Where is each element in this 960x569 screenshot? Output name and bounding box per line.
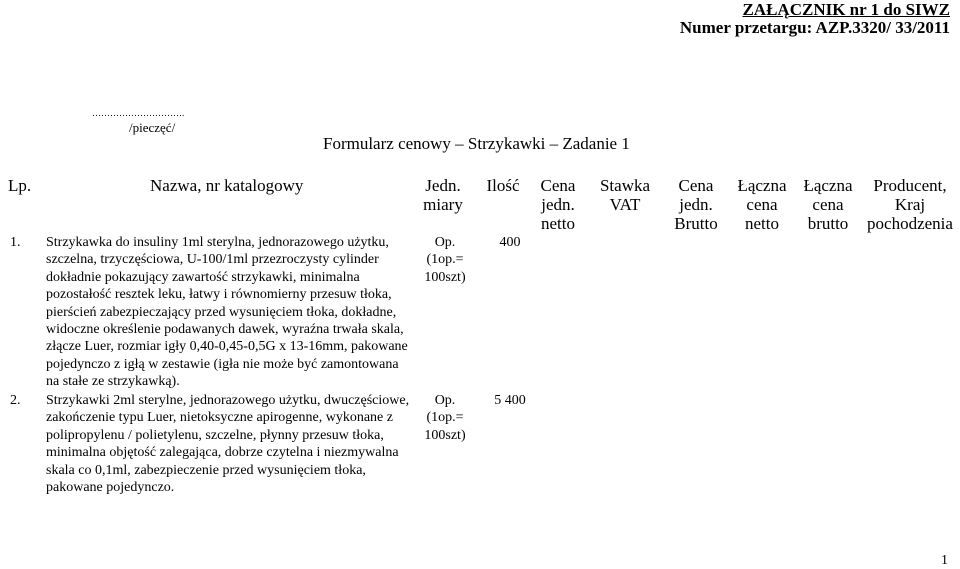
column-header-gross-price-line3: Brutto bbox=[674, 214, 718, 233]
row-1-unit-line: Op. bbox=[434, 235, 456, 250]
column-header-unit-price bbox=[534, 176, 582, 233]
column-header-total-gross-line2: cena bbox=[812, 195, 844, 214]
row-2-name-line: pakowane pojedynczo. bbox=[46, 480, 175, 496]
row-2-name-line: zakończenie typu Luer, nietoksyczne apirogenne, wykonane z bbox=[46, 410, 393, 426]
tender-number: Numer przetargu: AZP.3320/ 33/2011 bbox=[679, 18, 950, 37]
row-2-lp: 2. bbox=[10, 393, 21, 408]
column-header-total-net-line3: netto bbox=[745, 214, 779, 233]
row-2-name-line: minimalna objętość zalegająca, dobrze czytelna i niezmywalna bbox=[46, 445, 399, 461]
row-1-name-line: Strzykawka do insuliny 1ml sterylna, jednorazowego użytku, bbox=[46, 235, 389, 250]
row-1-name-line: pojedynczo z igłą w zestawie (igła nie może być zamontowana bbox=[46, 356, 399, 372]
row-2-name-line: skala co 0,1ml, zabezpieczenie przed wysunięciem tłoka, bbox=[46, 462, 366, 478]
stamp-label: /pieczęć/ bbox=[129, 120, 176, 135]
column-header-total-gross bbox=[797, 176, 859, 233]
column-header-producer-line3: pochodzenia bbox=[867, 214, 953, 233]
column-header-unit bbox=[415, 176, 471, 214]
page-number: 1 bbox=[941, 553, 948, 568]
column-header-total-net-line1: Łączna bbox=[737, 176, 787, 195]
column-header-unit-line2: miary bbox=[423, 195, 463, 214]
attachment-title: ZAŁĄCZNIK nr 1 do SIWZ bbox=[742, 0, 950, 19]
row-2-name bbox=[46, 392, 414, 496]
column-header-vat-line1: Stawka bbox=[599, 176, 651, 195]
column-header-unit-line1: Jedn. bbox=[425, 176, 461, 195]
row-2-name-line: polipropylenu / polietylenu, szczelne, płynny przesuw tłoka, bbox=[46, 427, 384, 443]
row-1-name bbox=[46, 234, 414, 391]
column-header-name: Nazwa, nr katalogowy bbox=[150, 176, 304, 195]
column-header-total-gross-line1: Łączna bbox=[803, 176, 853, 195]
column-header-vat bbox=[592, 176, 658, 214]
row-2-unit bbox=[418, 392, 472, 444]
stamp-dots: …………………………. bbox=[92, 108, 185, 118]
column-header-lp: Lp. bbox=[8, 176, 32, 195]
column-header-gross-price bbox=[666, 176, 726, 233]
row-1-qty: 400 bbox=[499, 235, 521, 250]
column-header-producer-line1: Producent, bbox=[873, 176, 947, 195]
column-header-gross-price-line2: jedn. bbox=[679, 195, 713, 214]
row-1-name-line: szczelna, trzyczęściowa, U-100/1ml przezroczysty cylinder bbox=[46, 252, 379, 268]
row-2-qty: 5 400 bbox=[494, 393, 526, 408]
column-header-unit-price-line3: netto bbox=[541, 214, 575, 233]
row-1-name-line: dokładnie pokazujący zawartość strzykawki, minimalna bbox=[46, 269, 360, 285]
column-header-total-net-line2: cena bbox=[746, 195, 778, 214]
row-1-name-line: złącze Luer, rozmiar igły 0,40-0,45-0,5G x 13-16mm, pakowane bbox=[46, 339, 408, 355]
row-1-lp: 1. bbox=[10, 235, 21, 250]
row-1-name-line: pierścień zabezpieczający przed wysunięciem tłoka, dokładne, bbox=[46, 304, 397, 320]
column-header-gross-price-line1: Cena bbox=[678, 176, 714, 195]
row-1-name-line: na stałe ze strzykawką). bbox=[46, 374, 180, 390]
column-header-unit-price-line1: Cena bbox=[540, 176, 576, 195]
row-1-name-line: widoczne określenie podawanych dawek, wyraźna trwała skala, bbox=[46, 322, 404, 338]
column-header-producer bbox=[860, 176, 960, 233]
column-header-total-gross-line3: brutto bbox=[807, 214, 849, 233]
row-2-name-line: Strzykawki 2ml sterylne, jednorazowego użytku, dwuczęściowe, bbox=[46, 393, 410, 408]
column-header-qty: Ilość bbox=[486, 176, 520, 195]
row-1-name-line: pozostałość resztek leku, łatwy i równomierny przesuw tłoka, bbox=[46, 287, 392, 303]
row-2-unit-line: (1op.= bbox=[426, 410, 464, 426]
row-1-unit-line: (1op.= bbox=[426, 252, 464, 268]
row-2-unit-line: Op. bbox=[434, 393, 456, 408]
column-header-unit-price-line2: jedn. bbox=[541, 195, 575, 214]
form-title: Formularz cenowy – Strzykawki – Zadanie 1 bbox=[323, 134, 630, 153]
column-header-producer-line2: Kraj bbox=[894, 195, 926, 214]
column-header-vat-line2: VAT bbox=[609, 195, 641, 214]
column-header-total-net bbox=[731, 176, 793, 233]
row-2-unit-line: 100szt) bbox=[424, 427, 466, 443]
row-1-unit-line: 100szt) bbox=[424, 269, 466, 285]
row-1-unit bbox=[418, 234, 472, 286]
